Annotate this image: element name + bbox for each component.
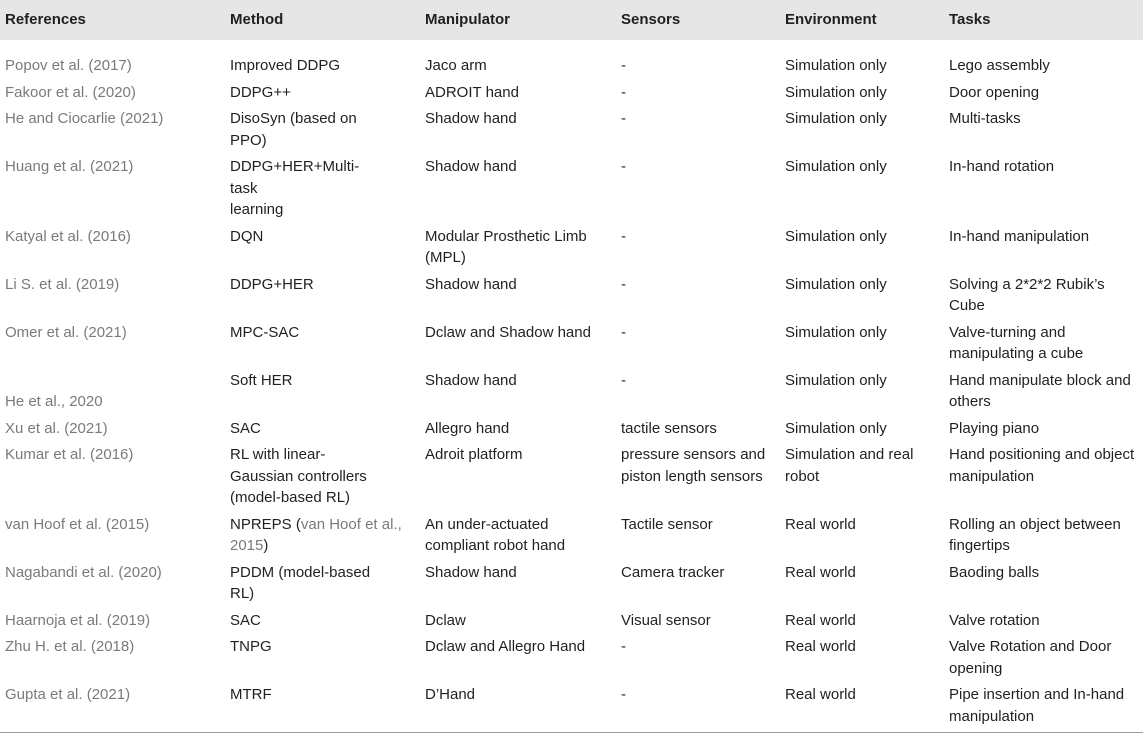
cell-method bbox=[225, 444, 420, 514]
cell-environment bbox=[780, 444, 944, 514]
cell-tasks bbox=[944, 610, 1143, 637]
cell-tasks bbox=[944, 274, 1143, 322]
table-row bbox=[0, 514, 1143, 562]
cell-text: In-hand manipulation bbox=[949, 227, 1090, 245]
cell-environment bbox=[780, 418, 944, 445]
cell-tasks bbox=[944, 562, 1143, 610]
cell-text: Adroit platform bbox=[425, 446, 523, 463]
cell-manipulator bbox=[420, 274, 616, 322]
cell-ref[interactable] bbox=[0, 322, 225, 370]
cell-manipulator bbox=[420, 562, 616, 610]
cell-text: Real world bbox=[785, 563, 856, 581]
cell-method bbox=[225, 226, 420, 274]
cell-sensors bbox=[616, 108, 780, 156]
header-environment: Environment bbox=[785, 11, 877, 29]
cell-text: - bbox=[621, 57, 626, 74]
cell-ref[interactable] bbox=[0, 108, 225, 156]
cell-ref[interactable] bbox=[0, 684, 225, 733]
cell-text: Rolling an object between fingertips bbox=[949, 515, 1121, 554]
table-header bbox=[0, 0, 1143, 40]
cell-method bbox=[225, 562, 420, 610]
cell-text: van Hoof et al. (2015) bbox=[5, 515, 150, 533]
cell-text: Multi-tasks bbox=[949, 110, 1021, 127]
cell-sensors bbox=[616, 610, 780, 637]
cell-environment bbox=[780, 562, 944, 610]
cell-text: Shadow hand bbox=[425, 158, 517, 175]
header-method: Method bbox=[230, 11, 284, 29]
table-row bbox=[0, 684, 1143, 733]
cell-text: DDPG+HER bbox=[230, 275, 314, 293]
cell-manipulator bbox=[420, 514, 616, 562]
cell-method bbox=[225, 274, 420, 322]
table-row bbox=[0, 370, 1143, 418]
cell-text: An under-actuated compliant robot hand bbox=[425, 515, 566, 554]
cell-text: Simulation only bbox=[785, 110, 887, 127]
cell-manipulator bbox=[420, 418, 616, 445]
cell-sensors bbox=[616, 562, 780, 610]
cell-environment bbox=[780, 514, 944, 562]
cell-text: Camera tracker bbox=[621, 563, 725, 581]
cell-text: D’Hand bbox=[425, 686, 476, 703]
cell-text: - bbox=[621, 371, 626, 389]
cell-text: Improved DDPG bbox=[230, 57, 341, 74]
cell-text: Simulation and real robot bbox=[785, 446, 914, 485]
cell-text: Shadow hand bbox=[425, 563, 517, 581]
cell-ref[interactable] bbox=[0, 418, 225, 445]
table-row bbox=[0, 444, 1143, 514]
cell-text: He and Ciocarlie (2021) bbox=[5, 110, 164, 127]
cell-sensors bbox=[616, 514, 780, 562]
cell-text: MTRF bbox=[230, 686, 272, 703]
cell-text: Kumar et al. (2016) bbox=[5, 446, 134, 463]
cell-text: - bbox=[621, 275, 626, 293]
cell-method bbox=[225, 108, 420, 156]
cell-text: Soft HER bbox=[230, 371, 293, 389]
cell-text: SAC bbox=[230, 611, 261, 629]
cell-text: Xu et al. (2021) bbox=[5, 419, 108, 437]
cell-text: Simulation only bbox=[785, 371, 887, 389]
cell-text: TNPG bbox=[230, 638, 272, 655]
table-row bbox=[0, 322, 1143, 370]
cell-sensors bbox=[616, 684, 780, 733]
cell-environment bbox=[780, 40, 944, 82]
cell-method bbox=[225, 40, 420, 82]
cell-method bbox=[225, 82, 420, 109]
cell-manipulator bbox=[420, 684, 616, 733]
cell-text: Shadow hand bbox=[425, 275, 517, 293]
cell-manipulator bbox=[420, 40, 616, 82]
cell-text: Fakoor et al. (2020) bbox=[5, 83, 136, 101]
cell-method bbox=[225, 156, 420, 226]
table-row bbox=[0, 418, 1143, 445]
cell-sensors bbox=[616, 82, 780, 109]
table-row bbox=[0, 562, 1143, 610]
cell-method bbox=[225, 636, 420, 684]
cell-text: Katyal et al. (2016) bbox=[5, 227, 131, 245]
cell-ref[interactable] bbox=[0, 156, 225, 226]
cell-method bbox=[225, 610, 420, 637]
cell-environment bbox=[780, 156, 944, 226]
cell-environment bbox=[780, 82, 944, 109]
cell-text: Popov et al. (2017) bbox=[5, 57, 132, 74]
cell-manipulator bbox=[420, 444, 616, 514]
cell-text: ADROIT hand bbox=[425, 83, 519, 101]
cell-text: - bbox=[621, 110, 626, 127]
cell-sensors bbox=[616, 226, 780, 274]
cell-sensors bbox=[616, 418, 780, 445]
cell-tasks bbox=[944, 418, 1143, 445]
cell-text: Real world bbox=[785, 611, 856, 629]
cell-method bbox=[225, 418, 420, 445]
cell-text: - bbox=[621, 83, 626, 101]
cell-text: RL with linear-Gaussian controllers (model-based RL) bbox=[230, 446, 367, 506]
table-row bbox=[0, 610, 1143, 637]
cell-text: DQN bbox=[230, 227, 264, 245]
cell-text: Simulation only bbox=[785, 227, 887, 245]
cell-text: DDPG++ bbox=[230, 83, 291, 101]
cell-manipulator bbox=[420, 82, 616, 109]
cell-ref[interactable] bbox=[0, 274, 225, 322]
cell-environment bbox=[780, 274, 944, 322]
cell-text: Real world bbox=[785, 686, 856, 703]
cell-environment bbox=[780, 108, 944, 156]
cell-text: In-hand rotation bbox=[949, 158, 1055, 175]
cell-text: Tactile sensor bbox=[621, 515, 713, 533]
cell-text: PDDM (model-based RL) bbox=[230, 563, 371, 602]
cell-method bbox=[225, 514, 420, 562]
cell-sensors bbox=[616, 156, 780, 226]
cell-text: Hand positioning and object manipulation bbox=[949, 446, 1135, 485]
table-row bbox=[0, 636, 1143, 684]
header-sensors: Sensors bbox=[621, 11, 681, 29]
cell-manipulator bbox=[420, 156, 616, 226]
cell-text: Simulation only bbox=[785, 323, 887, 341]
cell-environment bbox=[780, 322, 944, 370]
cell-text: Haarnoja et al. (2019) bbox=[5, 611, 151, 629]
cell-manipulator bbox=[420, 322, 616, 370]
cell-tasks bbox=[944, 322, 1143, 370]
cell-tasks bbox=[944, 444, 1143, 514]
cell-method bbox=[225, 684, 420, 733]
cell-text: Real world bbox=[785, 515, 856, 533]
cell-manipulator bbox=[420, 108, 616, 156]
cell-text: Real world bbox=[785, 638, 856, 655]
table-body bbox=[0, 40, 1143, 733]
cell-environment bbox=[780, 610, 944, 637]
cell-text: Simulation only bbox=[785, 83, 887, 101]
table-row bbox=[0, 108, 1143, 156]
cell-ref[interactable] bbox=[0, 514, 225, 562]
cell-text: Modular Prosthetic Limb (MPL) bbox=[425, 227, 587, 266]
cell-text: - bbox=[621, 323, 626, 341]
cell-text: - bbox=[621, 638, 626, 655]
cell-text: Valve-turning and manipulating a cube bbox=[949, 323, 1084, 362]
cell-text: Simulation only bbox=[785, 419, 887, 437]
cell-tasks bbox=[944, 40, 1143, 82]
cell-method bbox=[225, 322, 420, 370]
cell-ref[interactable] bbox=[0, 562, 225, 610]
cell-ref[interactable] bbox=[0, 40, 225, 82]
cell-text: - bbox=[621, 227, 626, 245]
cell-manipulator bbox=[420, 610, 616, 637]
cell-text: DisoSyn (based on PPO) bbox=[230, 110, 357, 149]
cell-manipulator bbox=[420, 636, 616, 684]
cell-sensors bbox=[616, 370, 780, 418]
cell-ref[interactable] bbox=[0, 226, 225, 274]
cell-text: Shadow hand bbox=[425, 371, 517, 389]
cell-ref[interactable] bbox=[0, 610, 225, 637]
cell-sensors bbox=[616, 274, 780, 322]
cell-text: Lego assembly bbox=[949, 57, 1050, 74]
cell-text: Nagabandi et al. (2020) bbox=[5, 563, 162, 581]
cell-tasks bbox=[944, 370, 1143, 418]
cell-text: Dclaw bbox=[425, 611, 466, 629]
cell-environment bbox=[780, 684, 944, 733]
cell-text: Simulation only bbox=[785, 158, 887, 175]
cell-text: pressure sensors and piston length sensors bbox=[621, 446, 766, 485]
cell-text: MPC-SAC bbox=[230, 323, 300, 341]
cell-text: Simulation only bbox=[785, 57, 887, 74]
cell-environment bbox=[780, 636, 944, 684]
cell-sensors bbox=[616, 636, 780, 684]
header-tasks: Tasks bbox=[949, 11, 991, 29]
cell-text: Dclaw and Shadow hand bbox=[425, 323, 591, 341]
cell-tasks bbox=[944, 108, 1143, 156]
cell-tasks bbox=[944, 156, 1143, 226]
cell-text: tactile sensors bbox=[621, 419, 717, 437]
cell-text: DDPG+HER+Multi-task learning bbox=[230, 158, 360, 218]
cell-text: Baoding balls bbox=[949, 563, 1040, 581]
cell-tasks bbox=[944, 636, 1143, 684]
cell-tasks bbox=[944, 82, 1143, 109]
cell-text: - bbox=[621, 686, 626, 703]
cell-ref[interactable] bbox=[0, 636, 225, 684]
cell-text: Jaco arm bbox=[425, 57, 487, 74]
cell-text: He et al., 2020 bbox=[5, 393, 103, 410]
cell-environment bbox=[780, 370, 944, 418]
cell-sensors bbox=[616, 322, 780, 370]
cell-text: Dclaw and Allegro Hand bbox=[425, 638, 586, 655]
cell-text: Allegro hand bbox=[425, 419, 510, 437]
cell-tasks bbox=[944, 226, 1143, 274]
cell-ref[interactable] bbox=[0, 82, 225, 109]
header-references: References bbox=[5, 11, 86, 29]
cell-tasks bbox=[944, 514, 1143, 562]
cell-text: Valve Rotation and Door opening bbox=[949, 638, 1112, 677]
table-row bbox=[0, 40, 1143, 82]
cell-text: Gupta et al. (2021) bbox=[5, 686, 131, 703]
method-citation-link[interactable]: van Hoof et al., 2015 bbox=[230, 515, 402, 554]
cell-text: SAC bbox=[230, 419, 261, 437]
cell-manipulator bbox=[420, 226, 616, 274]
cell-text: Hand manipulate block and others bbox=[949, 371, 1131, 410]
header-manipulator: Manipulator bbox=[425, 11, 510, 29]
cell-text: Solving a 2*2*2 Rubik’s Cube bbox=[949, 275, 1105, 314]
cell-text: Huang et al. (2021) bbox=[5, 158, 134, 175]
cell-method bbox=[225, 370, 420, 418]
table-row bbox=[0, 156, 1143, 226]
cell-sensors bbox=[616, 40, 780, 82]
cell-text: Pipe insertion and In-hand manipulation bbox=[949, 686, 1125, 725]
cell-text: Simulation only bbox=[785, 275, 887, 293]
cell-text: Shadow hand bbox=[425, 110, 517, 127]
cell-sensors bbox=[616, 444, 780, 514]
table-row bbox=[0, 274, 1143, 322]
cell-text: Valve rotation bbox=[949, 611, 1040, 629]
header-row bbox=[0, 0, 1143, 40]
cell-text: Zhu H. et al. (2018) bbox=[5, 638, 135, 655]
method-text: NPREPS ( bbox=[230, 515, 301, 533]
cell-ref[interactable] bbox=[0, 370, 225, 418]
cell-manipulator bbox=[420, 370, 616, 418]
cell-environment bbox=[780, 226, 944, 274]
table-row bbox=[0, 82, 1143, 109]
table-row bbox=[0, 226, 1143, 274]
cell-tasks bbox=[944, 684, 1143, 733]
cell-ref[interactable] bbox=[0, 444, 225, 514]
cell-text: Door opening bbox=[949, 83, 1040, 101]
method-text-tail: ) bbox=[263, 537, 269, 554]
cell-text: Playing piano bbox=[949, 419, 1040, 437]
cell-text: - bbox=[621, 158, 626, 175]
cell-text: Li S. et al. (2019) bbox=[5, 275, 120, 293]
cell-text: Visual sensor bbox=[621, 611, 711, 629]
cell-text: Omer et al. (2021) bbox=[5, 323, 127, 341]
